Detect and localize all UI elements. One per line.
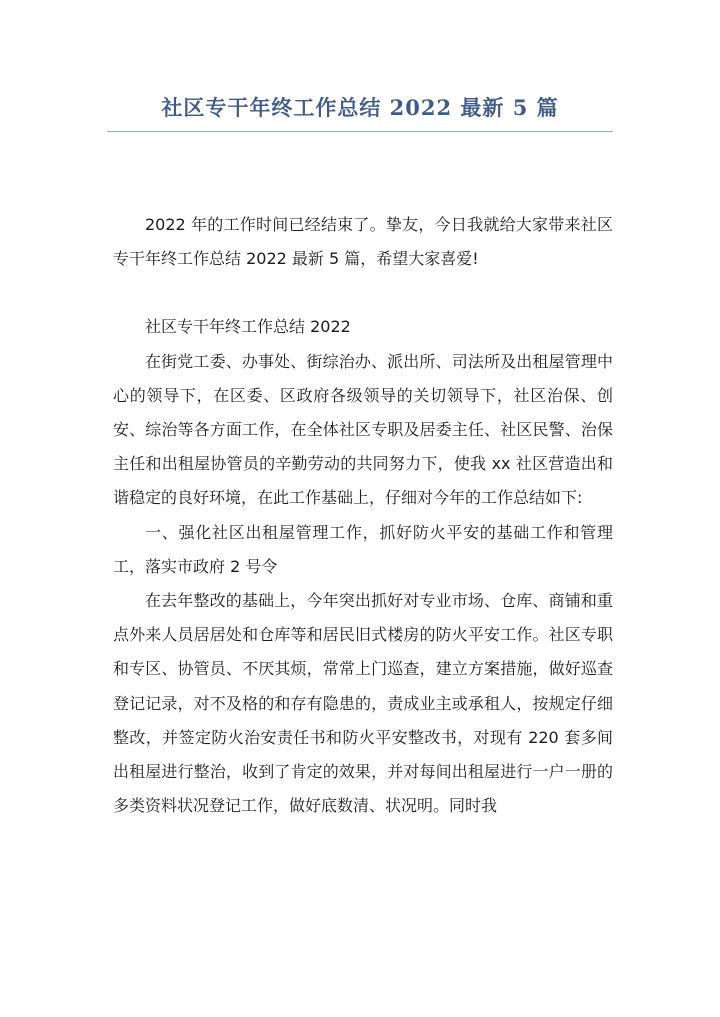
section-heading: 社区专干年终工作总结 2022	[145, 317, 351, 337]
subsection-heading: 一、强化社区出租屋管理工作，抓好防火平安的基础工作和管理工，落实市政府 2 号令	[113, 522, 613, 576]
document-body	[113, 208, 613, 823]
body-paragraph: 在街党工委、办事处、街综治办、派出所、司法所及出租屋管理中心的领导下，在区委、区政府各级领导的关切领导下，社区治保、创安、综治等各方面工作，在全体社区专职及居委主任、社区民警、治保主任和出租屋协管员的辛勤劳动的共同努力下，使我 xx 社区营造出和谐稳定的良好环境，在此工作基础上，仔细对今年的工作总结如下:	[113, 351, 613, 508]
intro-paragraph: 2022 年的工作时间已经结束了。挚友，今日我就给大家带来社区专干年终工作总结 2022 最新 5 篇，希望大家喜爱!	[113, 215, 613, 269]
title-divider	[107, 131, 613, 132]
body-paragraph: 在去年整改的基础上，今年突出抓好对专业市场、仓库、商铺和重点外来人员居居处和仓库等和居民旧式楼房的防火平安工作。社区专职和专区、协管员、不厌其烦，常常上门巡查，建立方案措施，做好巡查登记记录，对不及格的和存有隐患的，责成业主或承租人，按规定仔细整改，并签定防火治安责任书和防火平安整改书，对现有 220 套多间出租屋进行整治，收到了肯定的效果，并对每间出租屋进行一户一册的多类资料状况登记工作，做好底数清、状况明。同时我	[113, 591, 613, 816]
document-title: 社区专干年终工作总结 2022 最新 5 篇	[161, 95, 559, 120]
